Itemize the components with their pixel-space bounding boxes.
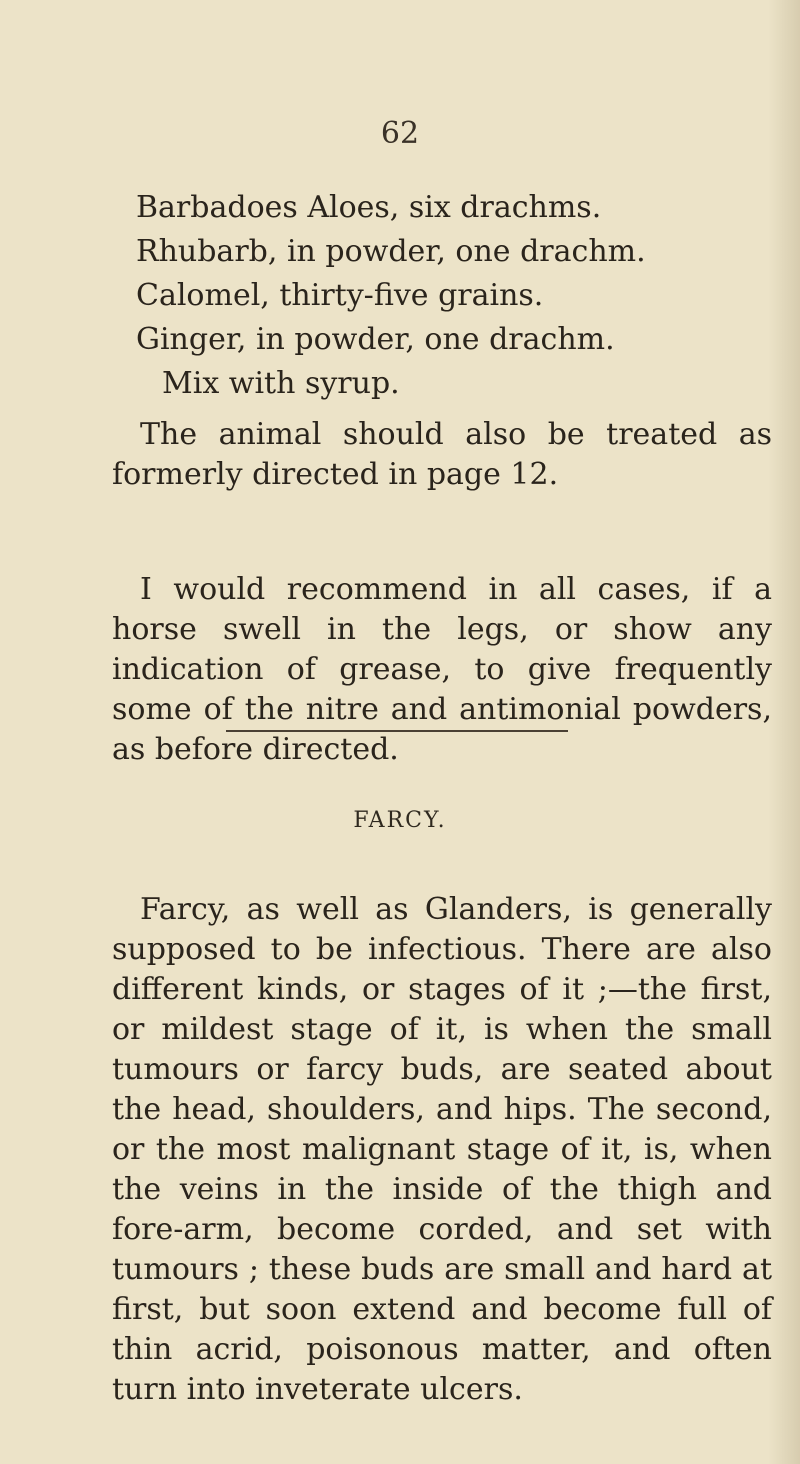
section-title: FARCY. <box>353 808 447 833</box>
recipe-item-ginger: Ginger, in powder, one drachm. <box>136 322 615 357</box>
recipe-item-rhubarb: Rhubarb, in powder, one drachm. <box>136 234 646 269</box>
recipe-item-calomel: Calomel, thirty-five grains. <box>136 278 544 313</box>
recipe-list <box>136 186 776 406</box>
paragraph-recommendation: I would recommend in all cases, if a horse swell in the legs, or show any indication of grease, to give frequently some of the nitre and antimonial powders, as before directed. <box>112 572 772 767</box>
recipe-instruction: Mix with syrup. <box>162 366 400 401</box>
section-divider <box>226 730 568 732</box>
paragraph-treatment: The animal should also be treated as formerly directed in page 12. <box>112 417 772 492</box>
paragraph-farcy: Farcy, as well as Glanders, is generally supposed to be infectious. There are also different kinds, or stages of it ;—the first, or mildest stage of it, is when the small tumours or farcy buds, are seated about the head, shoulders, and hips. The second, or the most malignant stage of it, is, when the veins in the inside of the thigh and fore-arm, become corded, and set with tumours ; these buds are small and hard at first, but soon extend and become full of thin acrid, poisonous matter, and often turn into inveterate ulcers. <box>112 892 772 1407</box>
page-number: 62 <box>380 116 420 151</box>
recipe-item-aloes: Barbadoes Aloes, six drachms. <box>136 190 602 225</box>
